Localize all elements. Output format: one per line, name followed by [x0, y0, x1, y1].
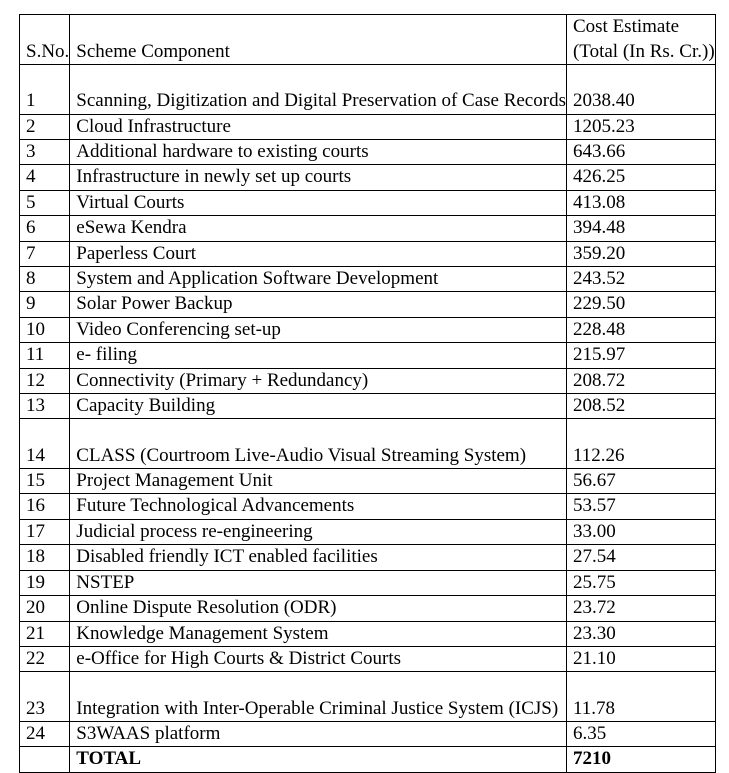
table-row: [20, 114, 716, 139]
scheme-component-cell: Disabled friendly ICT enabled facilities: [70, 545, 567, 570]
sno-cell: 5: [20, 190, 70, 215]
cost-cell: 643.66: [566, 140, 715, 165]
sno-cell: 11: [20, 343, 70, 368]
cost-cell: 1205.23: [566, 114, 715, 139]
scheme-component-cell: Future Technological Advancements: [70, 494, 567, 519]
table-row: [20, 65, 716, 115]
total-row: [20, 747, 716, 772]
cost-cell: 27.54: [566, 545, 715, 570]
cost-cell: 25.75: [566, 570, 715, 595]
header-scheme-component: Scheme Component: [70, 15, 567, 65]
cost-cell: 229.50: [566, 292, 715, 317]
cost-cell: 33.00: [566, 519, 715, 544]
table-row: [20, 570, 716, 595]
scheme-component-cell: Connectivity (Primary + Redundancy): [70, 368, 567, 393]
table-row: [20, 469, 716, 494]
sno-cell: 1: [20, 65, 70, 115]
table-row: [20, 672, 716, 722]
sno-cell: 21: [20, 621, 70, 646]
table-row: [20, 241, 716, 266]
cost-cell: 359.20: [566, 241, 715, 266]
cost-estimate-table: [19, 14, 716, 773]
table-row: [20, 721, 716, 746]
sno-cell: 12: [20, 368, 70, 393]
sno-cell: 22: [20, 646, 70, 671]
total-label: TOTAL: [70, 747, 567, 772]
sno-cell: 4: [20, 165, 70, 190]
scheme-component-cell: S3WAAS platform: [70, 721, 567, 746]
total-cost: 7210: [566, 747, 715, 772]
cost-cell: 6.35: [566, 721, 715, 746]
scheme-component-cell: Paperless Court: [70, 241, 567, 266]
sno-cell: 14: [20, 419, 70, 469]
scheme-component-cell: Video Conferencing set-up: [70, 317, 567, 342]
sno-cell: 24: [20, 721, 70, 746]
table-body: [20, 65, 716, 747]
table-row: [20, 621, 716, 646]
table-row: [20, 646, 716, 671]
cost-cell: 228.48: [566, 317, 715, 342]
total-sno: [20, 747, 70, 772]
header-sno: S.No.: [20, 15, 70, 65]
header-cost-line2: (Total (In Rs. Cr.)): [572, 40, 715, 62]
scheme-component-cell: Cloud Infrastructure: [70, 114, 567, 139]
cost-cell: 23.72: [566, 596, 715, 621]
table-row: [20, 216, 716, 241]
table-row: [20, 317, 716, 342]
table-row: [20, 343, 716, 368]
table-row: [20, 190, 716, 215]
scheme-component-cell: CLASS (Courtroom Live-Audio Visual Streaming System): [70, 419, 567, 469]
cost-cell: 208.72: [566, 368, 715, 393]
scheme-component-cell: Judicial process re-engineering: [70, 519, 567, 544]
sno-cell: 18: [20, 545, 70, 570]
cost-cell: 21.10: [566, 646, 715, 671]
header-cost-estimate: [566, 15, 715, 65]
cost-cell: 394.48: [566, 216, 715, 241]
scheme-component-cell: eSewa Kendra: [70, 216, 567, 241]
cost-cell: 208.52: [566, 394, 715, 419]
table-row: [20, 140, 716, 165]
scheme-component-cell: Online Dispute Resolution (ODR): [70, 596, 567, 621]
table-row: [20, 519, 716, 544]
cost-cell: 243.52: [566, 267, 715, 292]
sno-cell: 15: [20, 469, 70, 494]
cost-cell: 11.78: [566, 672, 715, 722]
cost-cell: 23.30: [566, 621, 715, 646]
scheme-component-cell: Project Management Unit: [70, 469, 567, 494]
table-row: [20, 419, 716, 469]
table-row: [20, 267, 716, 292]
sno-cell: 2: [20, 114, 70, 139]
cost-cell: 2038.40: [566, 65, 715, 115]
sno-cell: 7: [20, 241, 70, 266]
table-row: [20, 368, 716, 393]
table-row: [20, 494, 716, 519]
scheme-component-cell: Infrastructure in newly set up courts: [70, 165, 567, 190]
cost-cell: 413.08: [566, 190, 715, 215]
table-row: [20, 545, 716, 570]
scheme-component-cell: System and Application Software Development: [70, 267, 567, 292]
scheme-component-cell: Solar Power Backup: [70, 292, 567, 317]
cost-cell: 56.67: [566, 469, 715, 494]
scheme-component-cell: e- filing: [70, 343, 567, 368]
table-row: [20, 165, 716, 190]
sno-cell: 23: [20, 672, 70, 722]
scheme-component-cell: Integration with Inter-Operable Criminal Justice System (ICJS): [70, 672, 567, 722]
scheme-component-cell: Virtual Courts: [70, 190, 567, 215]
cost-cell: 215.97: [566, 343, 715, 368]
sno-cell: 19: [20, 570, 70, 595]
sno-cell: 8: [20, 267, 70, 292]
sno-cell: 9: [20, 292, 70, 317]
sno-cell: 20: [20, 596, 70, 621]
sno-cell: 16: [20, 494, 70, 519]
sno-cell: 13: [20, 394, 70, 419]
scheme-component-cell: Scanning, Digitization and Digital Preservation of Case Records: [70, 65, 567, 115]
sno-cell: 10: [20, 317, 70, 342]
cost-cell: 112.26: [566, 419, 715, 469]
sno-cell: 3: [20, 140, 70, 165]
cost-cell: 53.57: [566, 494, 715, 519]
table-row: [20, 596, 716, 621]
scheme-component-cell: Additional hardware to existing courts: [70, 140, 567, 165]
scheme-component-cell: NSTEP: [70, 570, 567, 595]
sno-cell: 17: [20, 519, 70, 544]
scheme-component-cell: Knowledge Management System: [70, 621, 567, 646]
scheme-component-cell: Capacity Building: [70, 394, 567, 419]
header-row: [20, 15, 716, 65]
scheme-component-cell: e-Office for High Courts & District Courts: [70, 646, 567, 671]
table-row: [20, 292, 716, 317]
sno-cell: 6: [20, 216, 70, 241]
table-row: [20, 394, 716, 419]
cost-cell: 426.25: [566, 165, 715, 190]
header-cost-line1: Cost Estimate: [572, 16, 680, 38]
